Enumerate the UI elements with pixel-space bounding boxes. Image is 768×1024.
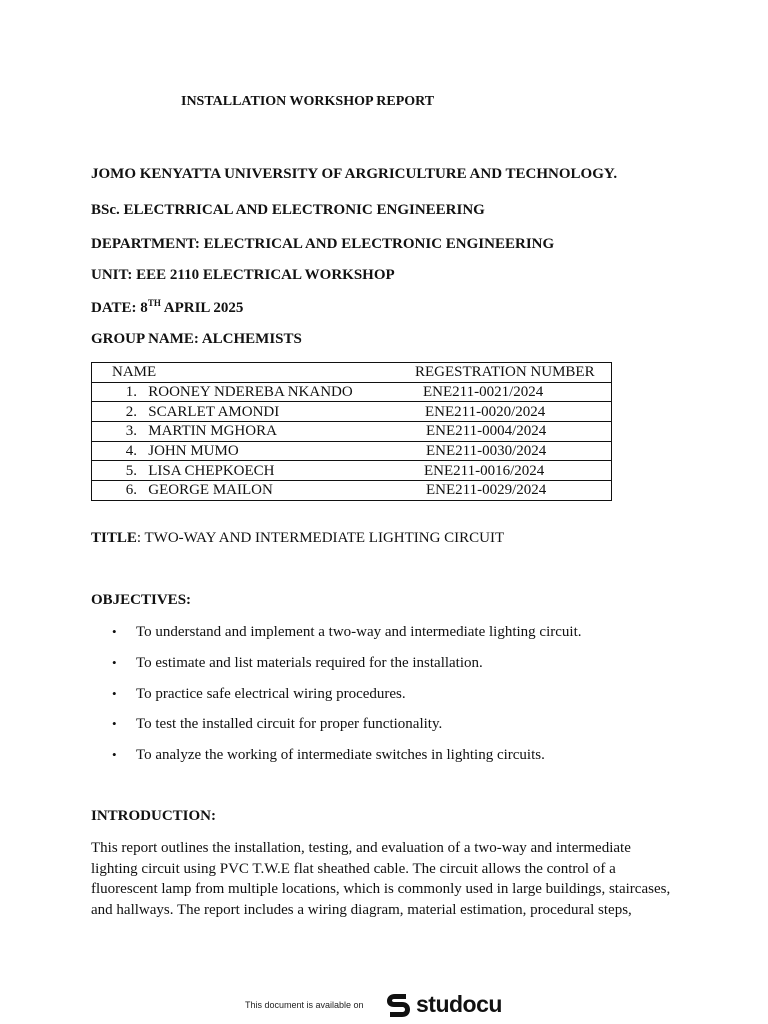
introduction-heading: INTRODUCTION: <box>91 808 217 824</box>
bullet-icon: • <box>112 716 117 732</box>
objectives-heading: OBJECTIVES: <box>91 592 192 608</box>
date-superscript: TH <box>147 298 161 308</box>
members-table <box>91 362 612 501</box>
header-reg-number: REGESTRATION NUMBER <box>415 363 612 383</box>
date-suffix: APRIL 2025 <box>160 300 244 316</box>
course-name: BSc. ELECTRRICAL AND ELECTRONIC ENGINEERING <box>91 202 485 218</box>
group-name-line: GROUP NAME: ALCHEMISTS <box>91 331 302 347</box>
row-number: 6. <box>125 482 137 499</box>
bullet-icon: • <box>112 654 117 670</box>
title-label: TITLE <box>91 530 137 546</box>
table-row <box>92 441 612 461</box>
title-text: : TWO-WAY AND INTERMEDIATE LIGHTING CIRCUIT <box>136 530 505 546</box>
list-item <box>91 653 582 684</box>
date-prefix: DATE: 8 <box>91 300 148 316</box>
table-row <box>92 461 612 481</box>
table-row <box>92 402 612 422</box>
member-name-cell <box>92 481 416 501</box>
objective-text: To practice safe electrical wiring procedures. <box>136 685 406 702</box>
member-name-cell <box>92 382 416 402</box>
list-item <box>91 714 582 745</box>
list-item <box>91 745 582 776</box>
date-line <box>91 300 243 317</box>
list-item <box>91 684 582 715</box>
member-reg-number: ENE211-0030/2024 <box>415 441 612 461</box>
university-name: JOMO KENYATTA UNIVERSITY OF ARGRICULTURE AND TECHNOLOGY. <box>91 166 618 182</box>
member-name: JOHN MUMO <box>148 443 239 460</box>
studocu-logo-icon <box>382 989 414 1021</box>
header-name: NAME <box>92 363 416 383</box>
bullet-icon: • <box>112 747 117 763</box>
report-title: INSTALLATION WORKSHOP REPORT <box>181 94 435 109</box>
row-number: 2. <box>125 403 137 420</box>
objective-text: To analyze the working of intermediate switches in lighting circuits. <box>136 747 545 764</box>
bullet-icon: • <box>112 624 117 639</box>
introduction-paragraph: This report outlines the installation, testing, and evaluation of a two-way and intermediate lighting circuit using PVC T.W.E flat sheathed cable. The circuit allows the control of a fluorescent lamp from multiple locations, which is commonly used in large buildings, staircases, and hallways. The report includes a wiring diagram, material estimation, procedural steps, <box>91 840 671 918</box>
studocu-logo-text: studocu <box>416 991 502 1017</box>
report-title-line <box>91 530 504 547</box>
objectives-list <box>91 622 582 776</box>
bullet-icon: • <box>112 685 117 701</box>
table-header-row <box>92 363 612 383</box>
row-number: 1. <box>125 384 137 401</box>
member-name: LISA CHEPKOECH <box>148 462 275 479</box>
objective-text: To test the installed circuit for proper functionality. <box>136 716 443 733</box>
unit-line: UNIT: EEE 2110 ELECTRICAL WORKSHOP <box>91 267 395 283</box>
table-row <box>92 382 612 402</box>
member-reg-number: ENE211-0020/2024 <box>415 402 612 422</box>
member-name: ROONEY NDEREBA NKANDO <box>148 384 353 401</box>
member-reg-number: ENE211-0004/2024 <box>415 422 612 442</box>
table-row <box>92 422 612 442</box>
member-name-cell <box>92 461 416 481</box>
row-number: 3. <box>125 423 137 440</box>
member-name-cell <box>92 441 416 461</box>
table-row <box>92 481 612 501</box>
objective-text: To estimate and list materials required for the installation. <box>136 654 483 671</box>
member-reg-number: ENE211-0029/2024 <box>415 481 612 501</box>
list-item <box>91 622 582 653</box>
objective-text: To understand and implement a two-way and intermediate lighting circuit. <box>136 624 582 640</box>
footer-text: This document is available on <box>245 1000 364 1010</box>
row-number: 5. <box>125 462 137 479</box>
department-line: DEPARTMENT: ELECTRICAL AND ELECTRONIC ENGINEERING <box>91 236 555 252</box>
member-name: MARTIN MGHORA <box>148 423 277 440</box>
row-number: 4. <box>125 443 137 460</box>
member-name: SCARLET AMONDI <box>148 403 280 420</box>
member-reg-number: ENE211-0021/2024 <box>415 382 612 402</box>
member-name-cell <box>92 402 416 422</box>
member-name: GEORGE MAILON <box>148 482 273 499</box>
member-reg-number: ENE211-0016/2024 <box>415 461 612 481</box>
member-name-cell <box>92 422 416 442</box>
